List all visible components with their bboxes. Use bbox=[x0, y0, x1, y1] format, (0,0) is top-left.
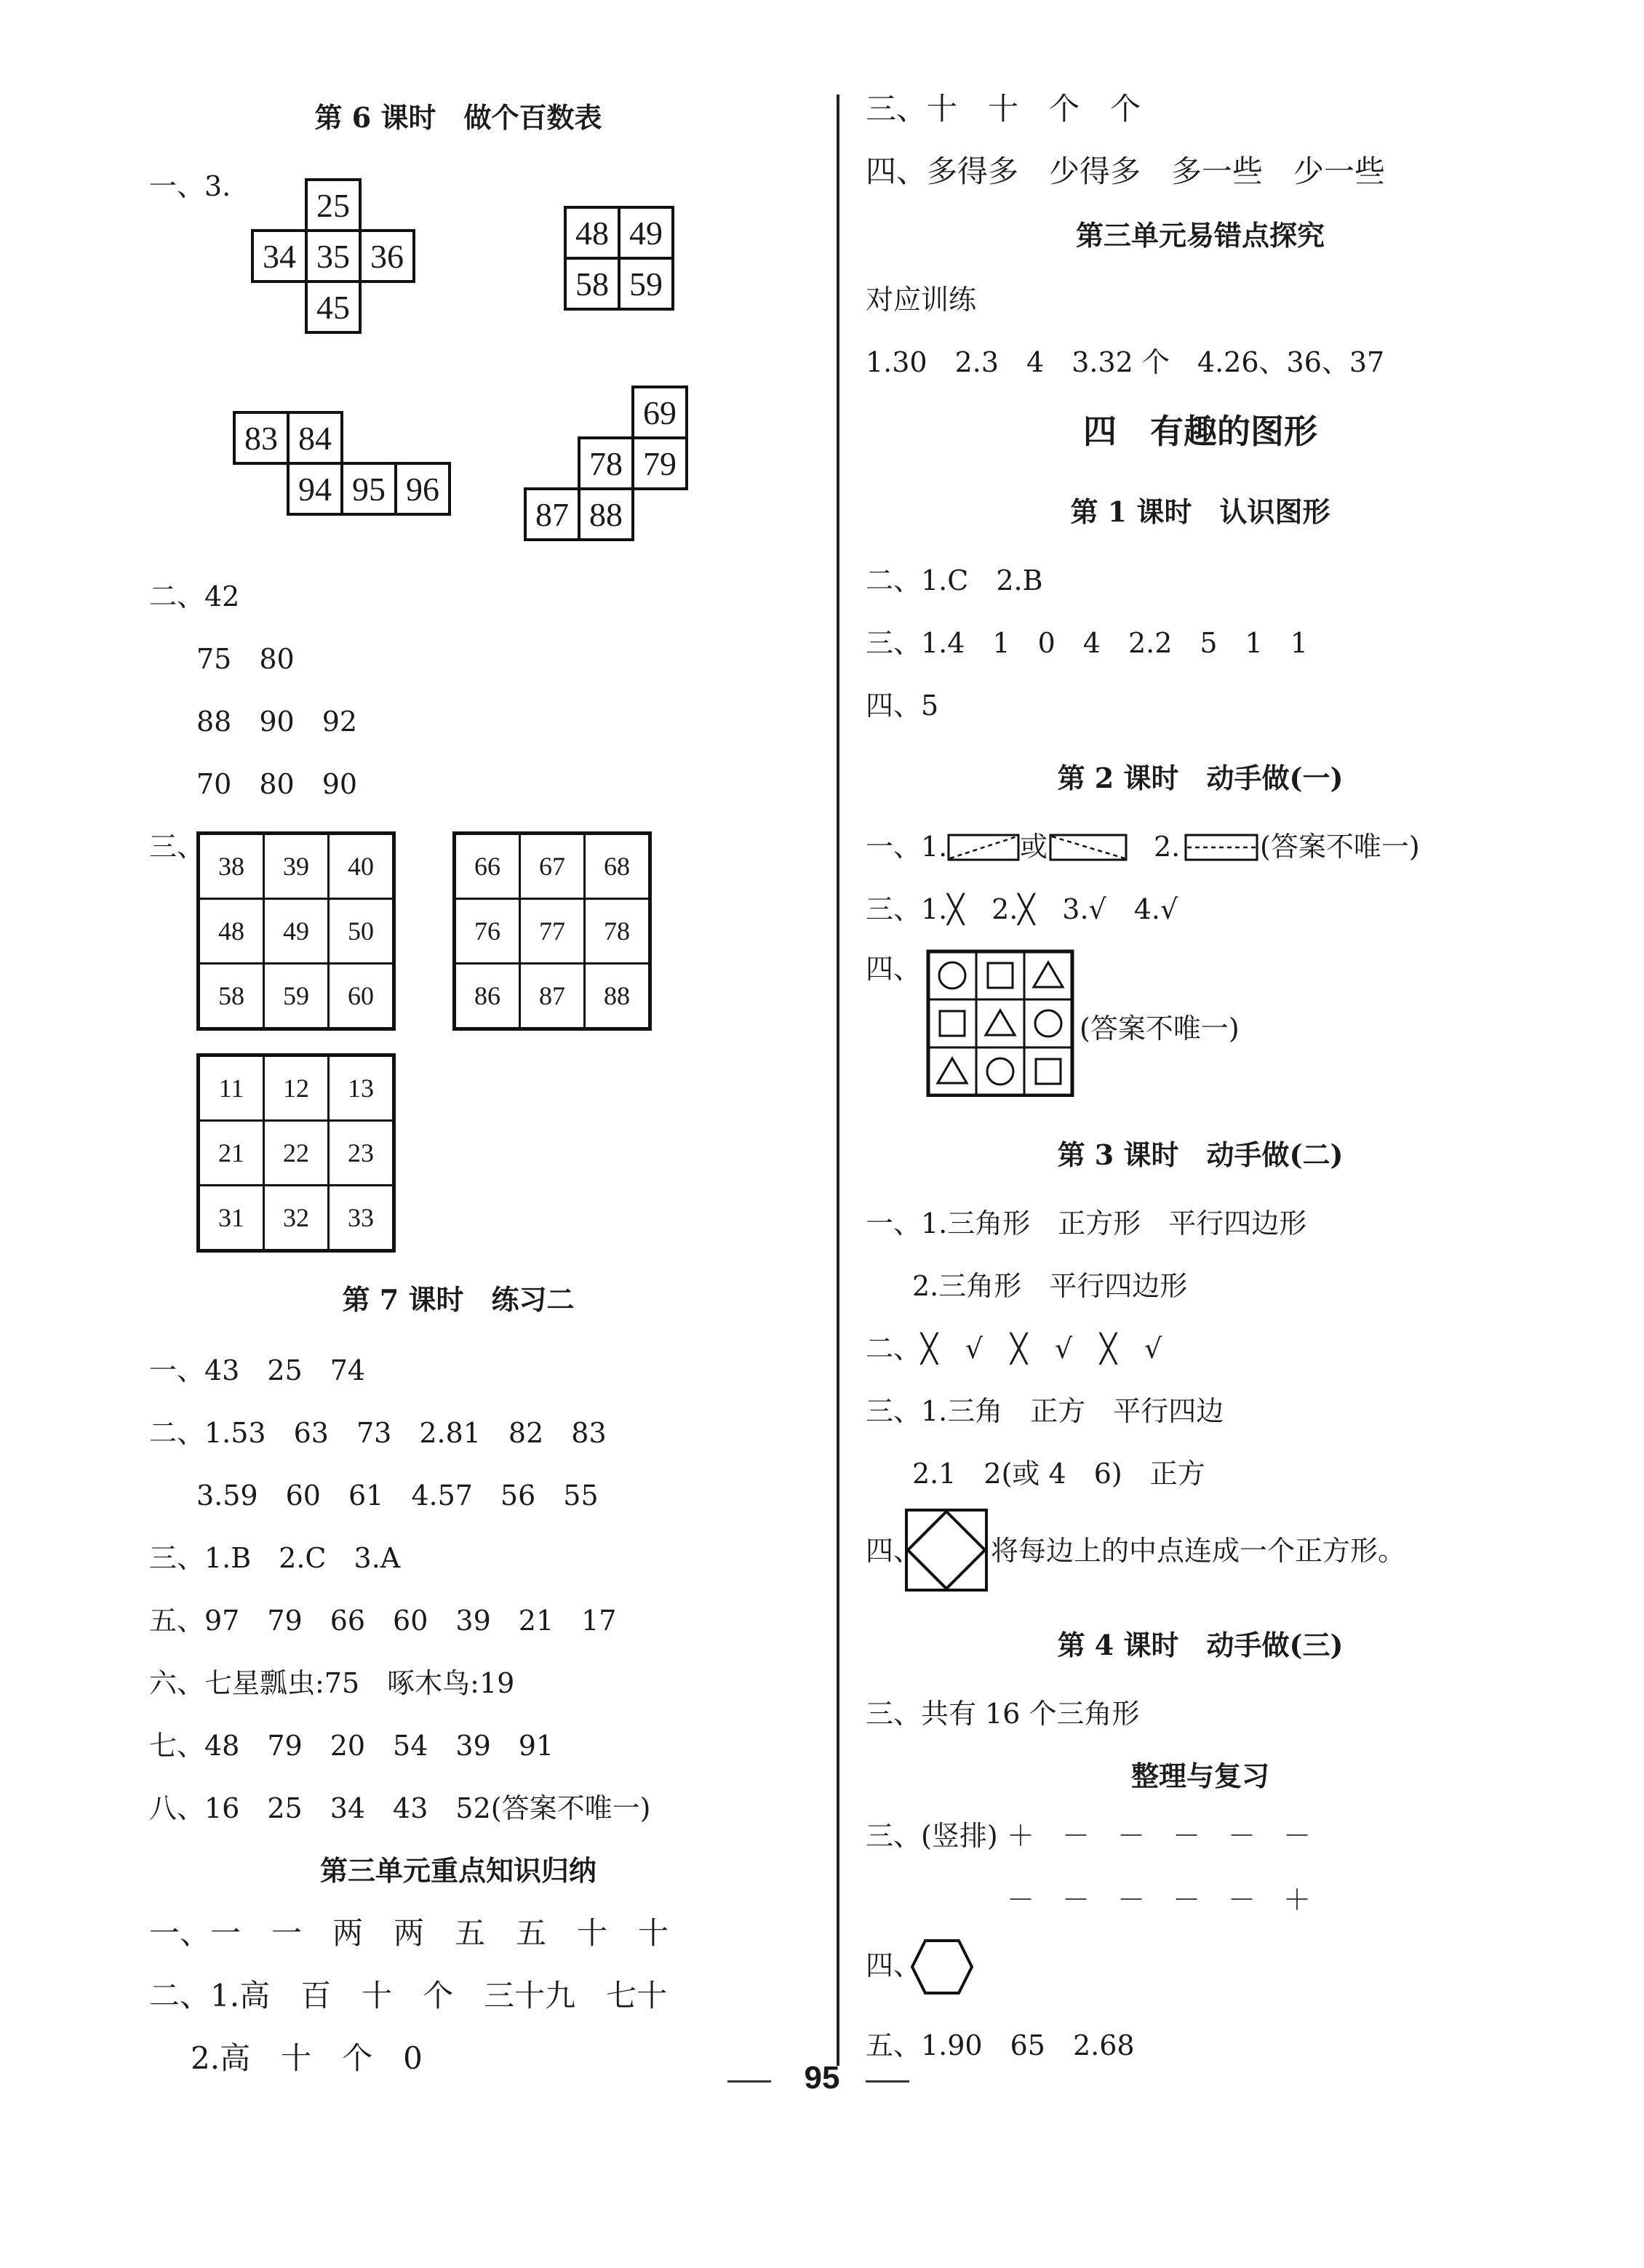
shape-grid-border bbox=[928, 951, 1072, 1095]
grid-cell: 50 bbox=[329, 899, 394, 964]
grid-cell bbox=[342, 412, 396, 463]
number-square-1 bbox=[196, 831, 396, 1031]
rectangle-dashed-midline-icon bbox=[1184, 834, 1260, 863]
lesson7-title: 第 7 课时 练习二 bbox=[342, 1283, 575, 1316]
grid-cell: 33 bbox=[329, 1186, 394, 1251]
grid-cell: 95 bbox=[342, 463, 396, 514]
number-grid-b bbox=[564, 206, 674, 311]
grid-cell: 45 bbox=[306, 281, 360, 332]
l6-q2-line-1: 二、42 bbox=[149, 580, 240, 612]
review-q3-row2: － － － － － ＋ bbox=[1007, 1884, 1312, 1916]
grid-cell: 36 bbox=[360, 231, 414, 281]
grid-cell bbox=[633, 489, 687, 540]
triangle-icon bbox=[938, 1058, 967, 1083]
grid-cell: 11 bbox=[199, 1055, 264, 1121]
grid-cell: 25 bbox=[306, 180, 360, 231]
unit3-key-line-2: 二、1.高 百 十 个 三十九 七十 bbox=[149, 1978, 668, 2013]
square-icon bbox=[940, 1011, 965, 1036]
grid-cell bbox=[525, 438, 579, 489]
grid-cell: 48 bbox=[565, 207, 619, 258]
grid-cell: 32 bbox=[264, 1186, 329, 1251]
c4l1-title: 第 1 课时 认识图形 bbox=[1070, 495, 1330, 528]
grid-cell: 88 bbox=[579, 489, 633, 540]
triangle-icon bbox=[986, 1010, 1015, 1035]
c4l4-line: 三、共有 16 个三角形 bbox=[866, 1698, 1140, 1730]
grid-cell: 77 bbox=[520, 899, 585, 964]
c4l2-title: 第 2 课时 动手做(一) bbox=[1057, 762, 1344, 794]
grid-cell: 83 bbox=[234, 412, 288, 463]
review-q5: 五、1.90 65 2.68 bbox=[866, 2029, 1135, 2061]
l7-line-4: 三、1.B 2.C 3.A bbox=[149, 1542, 401, 1574]
grid-cell: 49 bbox=[619, 207, 673, 258]
number-grid-a bbox=[251, 178, 415, 334]
grid-cell: 22 bbox=[264, 1121, 329, 1186]
grid-cell: 59 bbox=[264, 964, 329, 1029]
c4l1-line-3: 四、5 bbox=[866, 690, 939, 722]
c4l2-q1-label: 一、1. bbox=[866, 831, 948, 863]
page-dash-right bbox=[866, 2080, 909, 2083]
c4l1-line-1: 二、1.C 2.B bbox=[866, 564, 1043, 596]
circle-icon bbox=[939, 962, 965, 989]
circle-icon bbox=[987, 1058, 1013, 1085]
c4l2-q1-b: 2. bbox=[1154, 831, 1181, 863]
unit3-key-line-3: 2.高 十 个 0 bbox=[191, 2040, 423, 2076]
rectangle-dashed-diagonal-1-icon bbox=[947, 834, 1020, 863]
c4l2-q4-label: 四、 bbox=[866, 953, 922, 985]
l7-line-1: 一、43 25 74 bbox=[149, 1354, 366, 1386]
grid-cell: 87 bbox=[520, 964, 585, 1029]
l7-line-7: 七、48 79 20 54 39 91 bbox=[149, 1730, 554, 1762]
grid-cell: 58 bbox=[199, 964, 264, 1029]
grid-cell: 31 bbox=[199, 1186, 264, 1251]
grid-cell bbox=[360, 180, 414, 231]
square-with-inscribed-square-icon bbox=[905, 1509, 989, 1593]
grid-cell: 68 bbox=[585, 834, 650, 899]
grid-cell bbox=[234, 463, 288, 514]
triangle-icon bbox=[1034, 962, 1063, 987]
l7-line-2: 二、1.53 63 73 2.81 82 83 bbox=[149, 1417, 607, 1449]
grid-cell: 69 bbox=[633, 387, 687, 438]
c4l2-q4-note: (答案不唯一) bbox=[1080, 1013, 1240, 1045]
grid-cell: 66 bbox=[455, 834, 520, 899]
grid-cell bbox=[525, 387, 579, 438]
r-top-line-2: 四、多得多 少得多 多一些 少一些 bbox=[866, 153, 1386, 189]
number-grid-c bbox=[233, 411, 451, 516]
circle-icon bbox=[1035, 1010, 1061, 1037]
review-q3-row1: ＋ － － － － － bbox=[1007, 1820, 1312, 1852]
square-icon bbox=[988, 963, 1013, 988]
l7-line-6: 六、七星瓢虫:75 啄木鸟:19 bbox=[149, 1667, 515, 1699]
review-q4-label: 四、 bbox=[866, 1949, 922, 1981]
l6-q2-line-2: 75 80 bbox=[196, 643, 295, 675]
column-divider bbox=[837, 95, 839, 2066]
l6-q2-line-4: 70 80 90 bbox=[196, 768, 358, 800]
grid-cell: 86 bbox=[455, 964, 520, 1029]
grid-cell: 59 bbox=[619, 258, 673, 309]
grid-cell bbox=[252, 281, 306, 332]
grid-cell: 79 bbox=[633, 438, 687, 489]
l6-q3-label: 三、 bbox=[149, 831, 205, 863]
grid-cell: 94 bbox=[288, 463, 342, 514]
c4l4-title: 第 4 课时 动手做(三) bbox=[1057, 1629, 1344, 1661]
page-dash-left bbox=[727, 2080, 771, 2083]
grid-cell: 88 bbox=[585, 964, 650, 1029]
chapter4-title: 四 有趣的图形 bbox=[1083, 412, 1317, 451]
review-title: 整理与复习 bbox=[1130, 1760, 1269, 1792]
grid-cell bbox=[360, 281, 414, 332]
grid-cell: 60 bbox=[329, 964, 394, 1029]
l7-line-8: 八、16 25 34 43 52(答案不唯一) bbox=[149, 1792, 651, 1824]
c4l3-q4-label: 四、 bbox=[866, 1535, 922, 1567]
c4l3-title: 第 3 课时 动手做(二) bbox=[1057, 1138, 1344, 1171]
unit3-err-title: 第三单元易错点探究 bbox=[1075, 219, 1325, 252]
r-top-line-1: 三、十 十 个 个 bbox=[866, 91, 1141, 127]
grid-cell: 21 bbox=[199, 1121, 264, 1186]
grid-cell: 23 bbox=[329, 1121, 394, 1186]
square-icon bbox=[1036, 1059, 1061, 1084]
grid-cell: 35 bbox=[306, 231, 360, 281]
l7-line-3: 3.59 60 61 4.57 56 55 bbox=[196, 1480, 599, 1512]
unit3-err-line-1: 对应训练 bbox=[866, 284, 977, 316]
grid-cell: 87 bbox=[525, 489, 579, 540]
c4l2-q3: 三、1.╳ 2.╳ 3.√ 4.√ bbox=[866, 893, 1178, 925]
grid-cell bbox=[579, 387, 633, 438]
l6-q1-label: 一、3. bbox=[149, 170, 231, 202]
c4l3-q4-text: 将每边上的中点连成一个正方形。 bbox=[991, 1535, 1406, 1567]
c4l2-q1-or: 或 bbox=[1020, 831, 1048, 863]
hexagon-icon bbox=[909, 1938, 975, 1996]
lesson6-title: 第 6 课时 做个百数表 bbox=[314, 101, 602, 134]
grid-cell bbox=[396, 412, 450, 463]
c4l3-line-4: 三、1.三角 正方 平行四边 bbox=[866, 1395, 1224, 1427]
grid-cell bbox=[252, 180, 306, 231]
grid-cell: 67 bbox=[520, 834, 585, 899]
unit3-key-title: 第三单元重点知识归纳 bbox=[319, 1854, 596, 1887]
grid-cell: 84 bbox=[288, 412, 342, 463]
c4l3-line-5: 2.1 2(或 4 6) 正方 bbox=[912, 1458, 1205, 1490]
unit3-key-line-1: 一、一 一 两 两 五 五 十 十 bbox=[149, 1915, 669, 1951]
c4l3-line-2: 2.三角形 平行四边形 bbox=[912, 1270, 1188, 1302]
grid-cell: 39 bbox=[264, 834, 329, 899]
review-q3-label: 三、(竖排) bbox=[866, 1820, 998, 1852]
grid-cell: 40 bbox=[329, 834, 394, 899]
c4l3-line-1: 一、1.三角形 正方形 平行四边形 bbox=[866, 1207, 1307, 1239]
number-grid-d bbox=[524, 386, 688, 541]
grid-cell: 49 bbox=[264, 899, 329, 964]
grid-cell: 13 bbox=[329, 1055, 394, 1121]
grid-cell: 58 bbox=[565, 258, 619, 309]
number-square-2 bbox=[452, 831, 652, 1031]
page-number: 95 bbox=[804, 2060, 840, 2096]
grid-cell: 76 bbox=[455, 899, 520, 964]
grid-cell: 48 bbox=[199, 899, 264, 964]
unit3-err-line-2: 1.30 2.3 4 3.32 个 4.26、36、37 bbox=[866, 346, 1385, 378]
l6-q2-line-3: 88 90 92 bbox=[196, 706, 358, 738]
c4l2-q1-note: (答案不唯一) bbox=[1260, 831, 1420, 863]
grid-cell: 38 bbox=[199, 834, 264, 899]
shape-grid bbox=[925, 949, 1078, 1097]
grid-cell: 78 bbox=[585, 899, 650, 964]
c4l3-line-3: 二、╳ √ ╳ √ ╳ √ bbox=[866, 1333, 1162, 1365]
number-square-3 bbox=[196, 1053, 396, 1253]
rectangle-dashed-diagonal-2-icon bbox=[1049, 834, 1129, 863]
c4l1-line-2: 三、1.4 1 0 4 2.2 5 1 1 bbox=[866, 627, 1308, 659]
grid-cell: 78 bbox=[579, 438, 633, 489]
l7-line-5: 五、97 79 66 60 39 21 17 bbox=[149, 1605, 617, 1637]
grid-cell: 12 bbox=[264, 1055, 329, 1121]
grid-cell: 96 bbox=[396, 463, 450, 514]
grid-cell: 34 bbox=[252, 231, 306, 281]
